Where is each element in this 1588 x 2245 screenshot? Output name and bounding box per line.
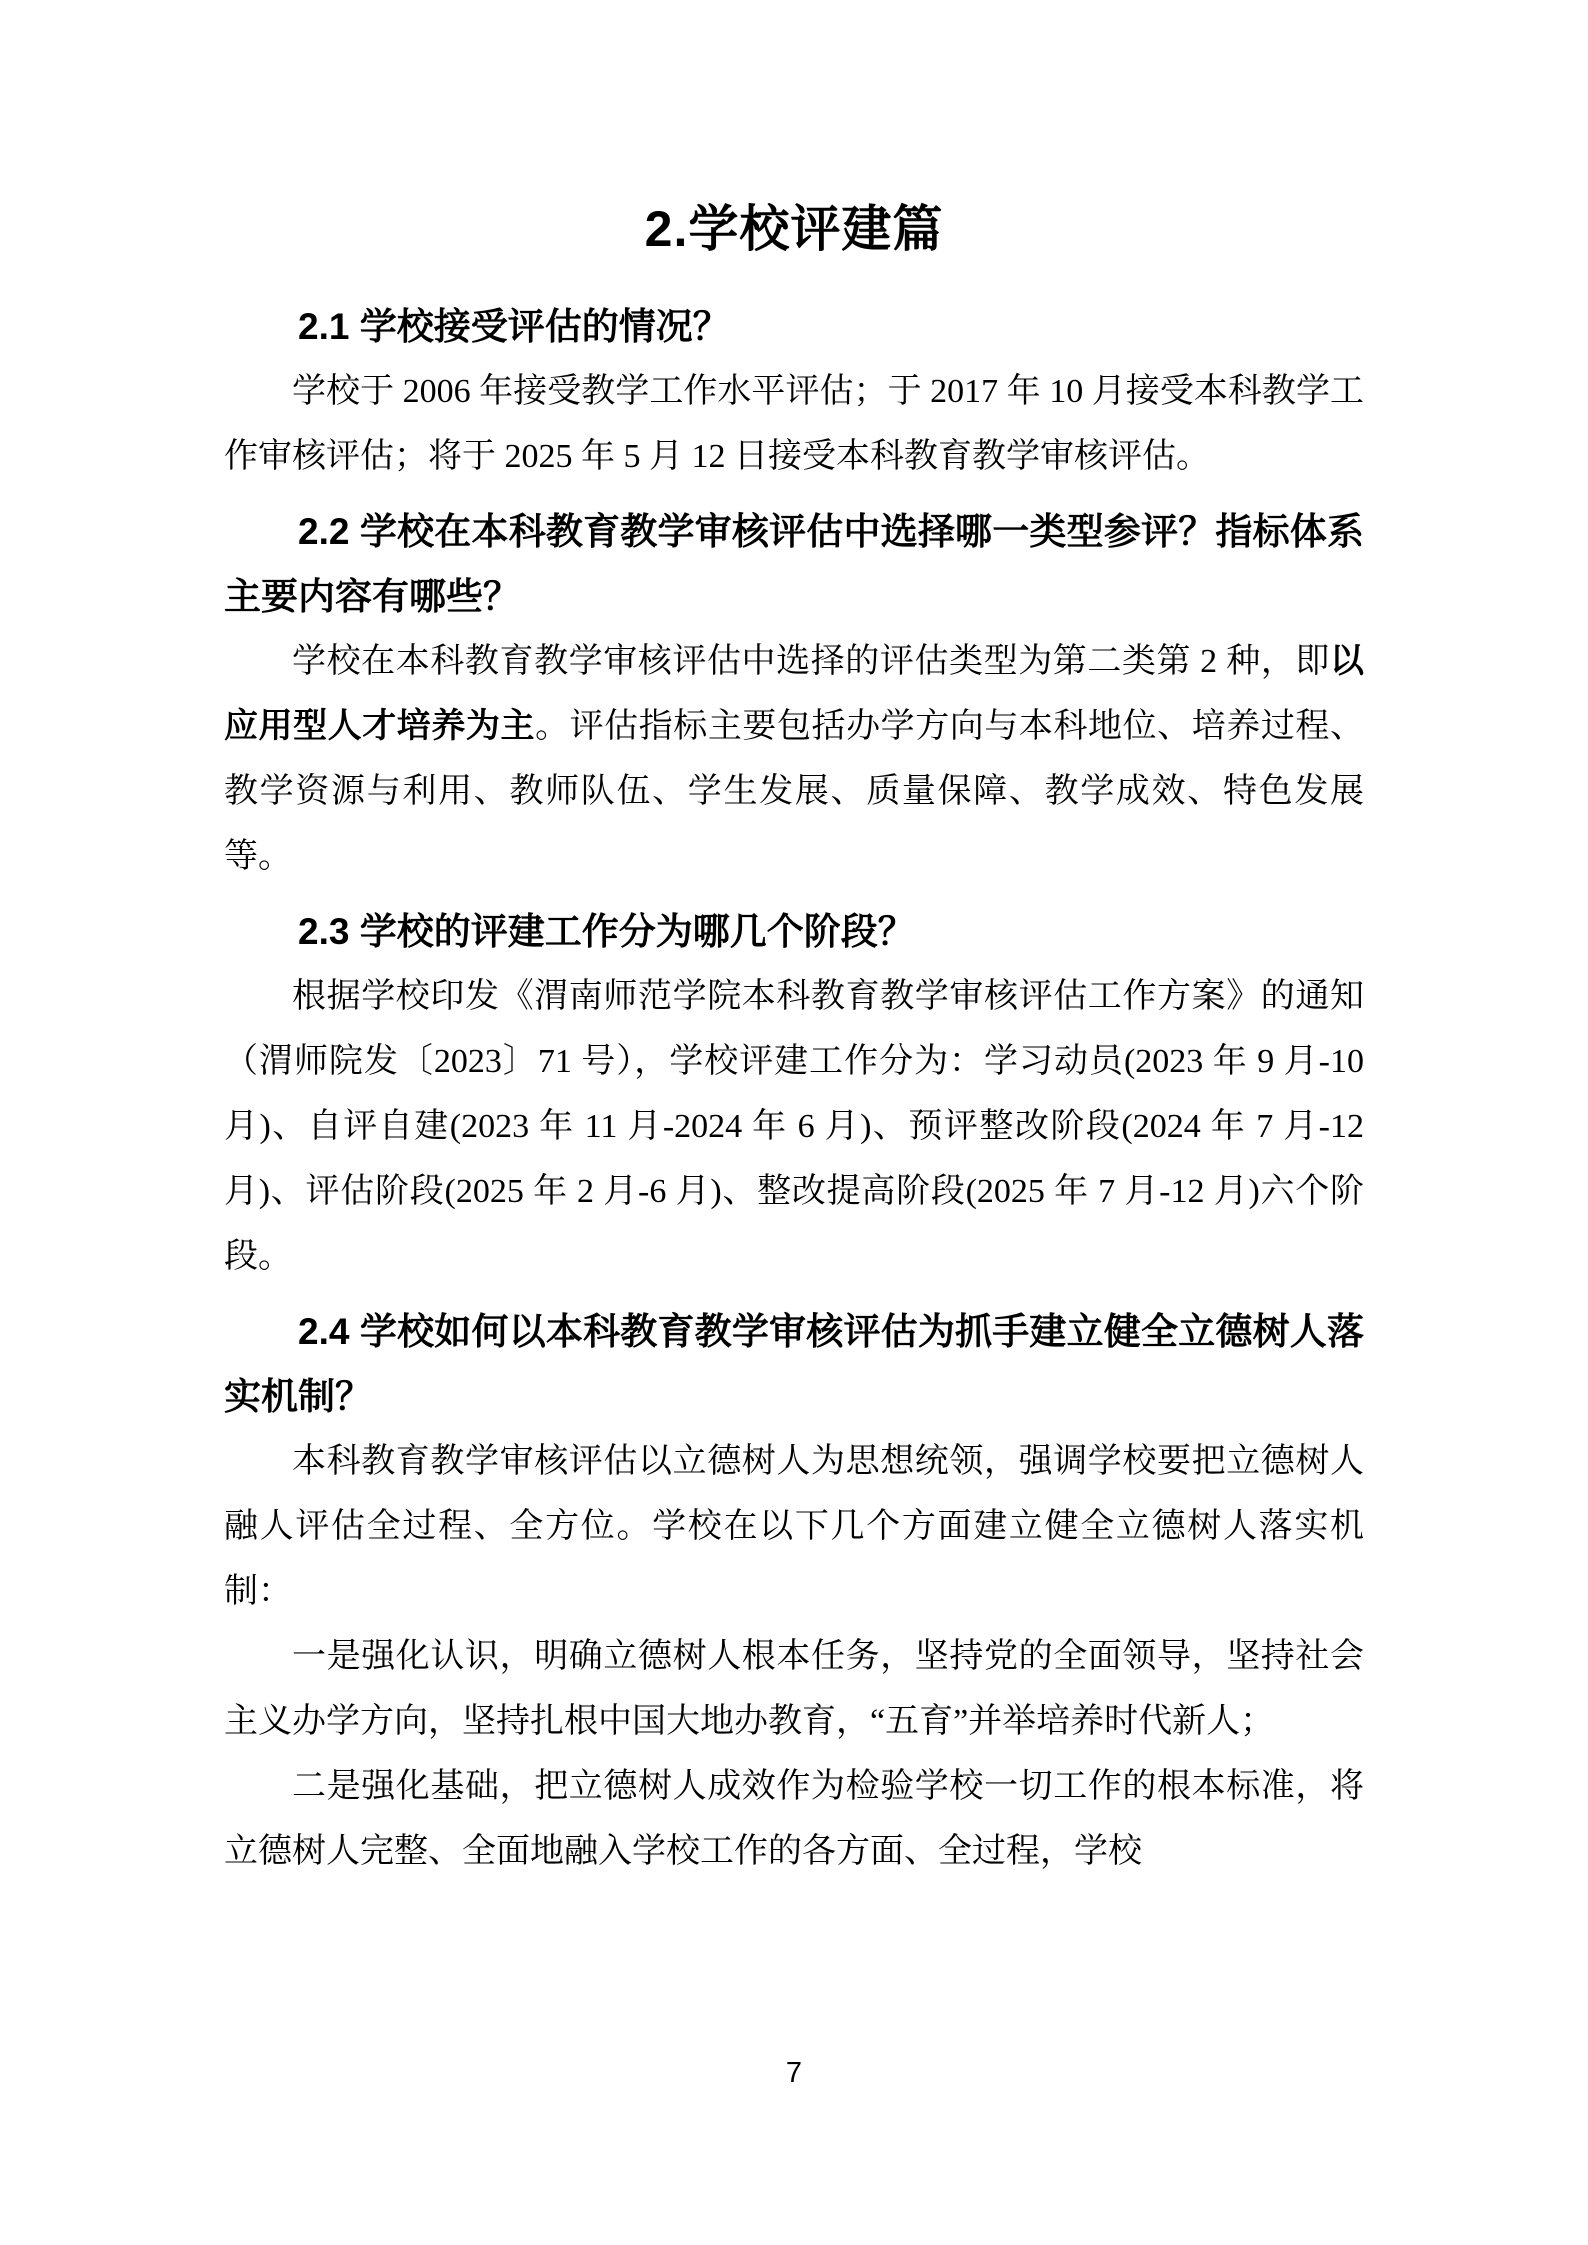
document-title: 2.学校评建篇: [644, 201, 944, 257]
section-heading-2-1: 2.1 学校接受评估的情况？: [298, 306, 730, 347]
paragraph-text-before-bold: 学校在本科教育教学审核评估中选择的评估类型为第二类第 2 种，即: [292, 643, 1330, 680]
page-number: 7: [785, 2057, 803, 2089]
section-2-4-paragraph-point-1: 一是强化认识，明确立德树人根本任务，坚持党的全面领导，坚持社会主义办学方向，坚持扎根中国大地办教育，“五育”并举培养时代新人；: [224, 1638, 1364, 1740]
section-2-1-paragraph: 学校于 2006 年接受教学工作水平评估；于 2017 年 10 月接受本科教学工作审核评估；将于 2025 年 5 月 12 日接受本科教育教学审核评估。: [224, 373, 1364, 475]
section-2-4-paragraph-point-2: 二是强化基础，把立德树人成效作为检验学校一切工作的根本标准，将立德树人完整、全面地融入学校工作的各方面、全过程，学校: [224, 1768, 1364, 1870]
section-2-2-paragraph: [224, 629, 1364, 889]
section-heading-2-3: 2.3 学校的评建工作分为哪几个阶段？: [298, 911, 915, 952]
section-heading-2-2: 2.2 学校在本科教育教学审核评估中选择哪一类型参评？指标体系主要内容有哪些？: [224, 511, 1364, 617]
paragraph-text-after-bold: 。评估指标主要包括办学方向与本科地位、培养过程、教学资源与利用、教师队伍、学生发展、质量保障、教学成效、特色发展等。: [224, 708, 1364, 875]
section-2-4-paragraph-intro: 本科教育教学审核评估以立德树人为思想统领，强调学校要把立德树人融人评估全过程、全方位。学校在以下几个方面建立健全立德树人落实机制：: [224, 1443, 1364, 1610]
section-2-3-paragraph: 根据学校印发《渭南师范学院本科教育教学审核评估工作方案》的通知（渭师院发〔2023〕71 号），学校评建工作分为：学习动员(2023 年 9 月-10 月)、自评自建(2023 年 11 月-2024 年 6 月)、预评整改阶段(2024 年 7 月-12 月)、评估阶段(2025 年 2 月-6 月)、整改提高阶段(2025 年 7 月-12 月)六个阶段。: [224, 978, 1364, 1275]
bold-emphasis-phrase: 以应用型人才培养为主: [224, 642, 1364, 745]
section-heading-2-4: 2.4 学校如何以本科教育教学审核评估为抓手建立健全立德树人落实机制？: [224, 1311, 1364, 1417]
